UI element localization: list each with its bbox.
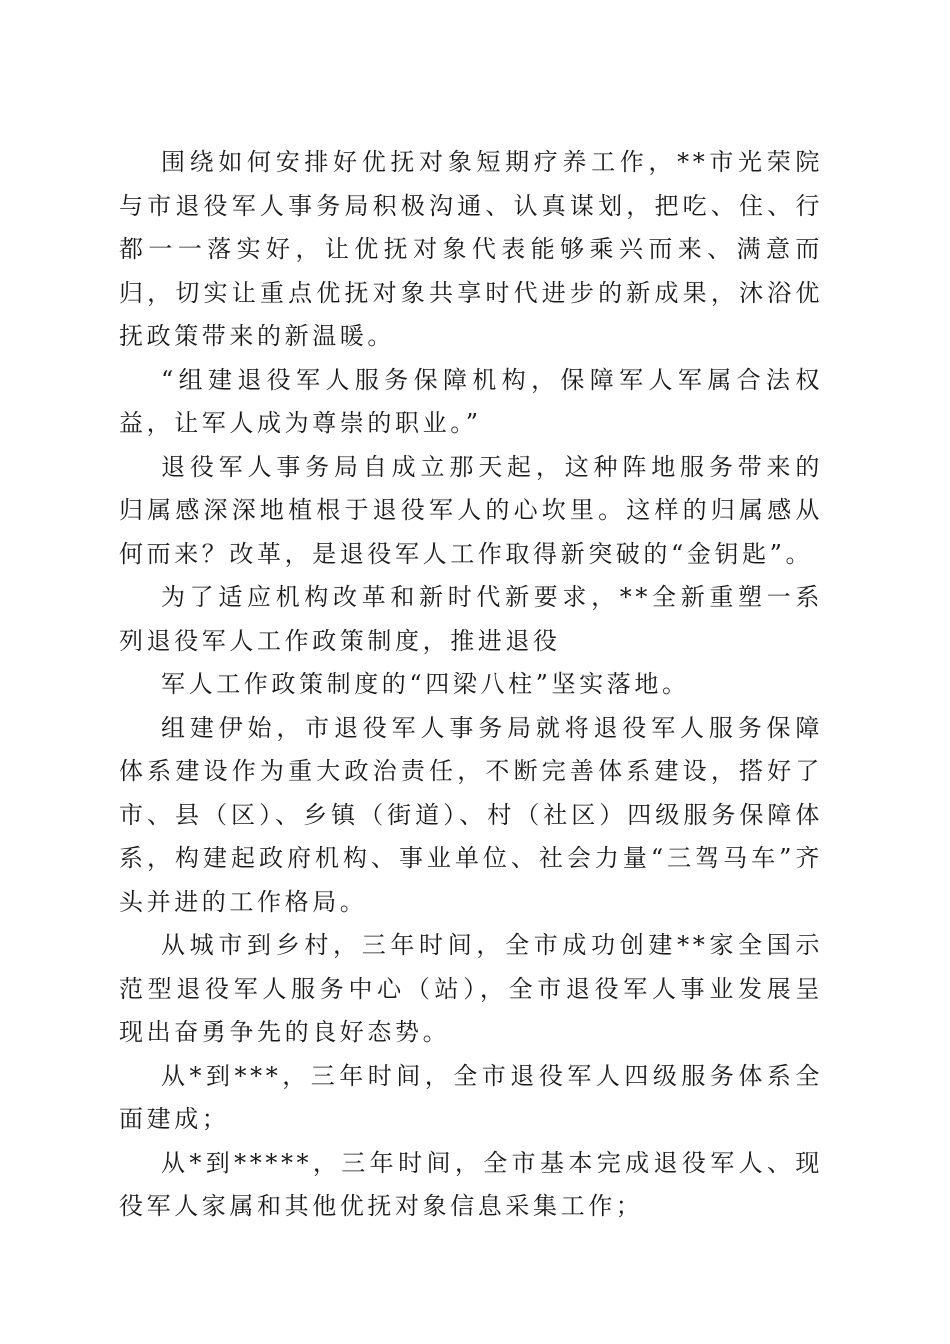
paragraph: 组建伊始，市退役军人事务局就将退役军人服务保障体系建设作为重大政治责任，不断完善体系建设，搭好了市、县（区）、乡镇（街道）、村（社区）四级服务保障体系，构建起政府机构、事业单位、社会力量“三驾马车”齐头并进的工作格局。: [119, 713, 823, 916]
paragraph: 军人工作政策制度的“四梁八柱”坚实落地。: [161, 670, 690, 698]
paragraph: 从城市到乡村，三年时间，全市成功创建**家全国示范型退役军人服务中心（站），全市退役军人事业发展呈现出奋勇争先的良好态势。: [119, 931, 823, 1046]
paragraph: 退役军人事务局自成立那天起，这种阵地服务带来的归属感深深地植根于退役军人的心坎里。这样的归属感从何而来？改革，是退役军人工作取得新突破的“金钥匙”。: [119, 452, 823, 568]
paragraph: 从*到***，三年时间，全市退役军人四级服务体系全面建成；: [119, 1061, 823, 1133]
paragraph: 围绕如何安排好优抚对象短期疗养工作，**市光荣院与市退役军人事务局积极沟通、认真谋划，把吃、住、行都一一落实好，让优抚对象代表能够乘兴而来、满意而归，切实让重点优抚对象共享时代进步的新成果，沐浴优抚政策带来的新温暖。: [119, 148, 823, 350]
document-body: [119, 141, 823, 1229]
paragraph: 为了适应机构改革和新时代新要求，**全新重塑一系列退役军人工作政策制度，推进退役: [119, 583, 823, 655]
paragraph: “组建退役军人服务保障机构，保障军人军属合法权益，让军人成为尊崇的职业。”: [119, 365, 823, 437]
paragraph: 从*到*****，三年时间，全市基本完成退役军人、现役军人家属和其他优抚对象信息采集工作；: [119, 1148, 823, 1220]
